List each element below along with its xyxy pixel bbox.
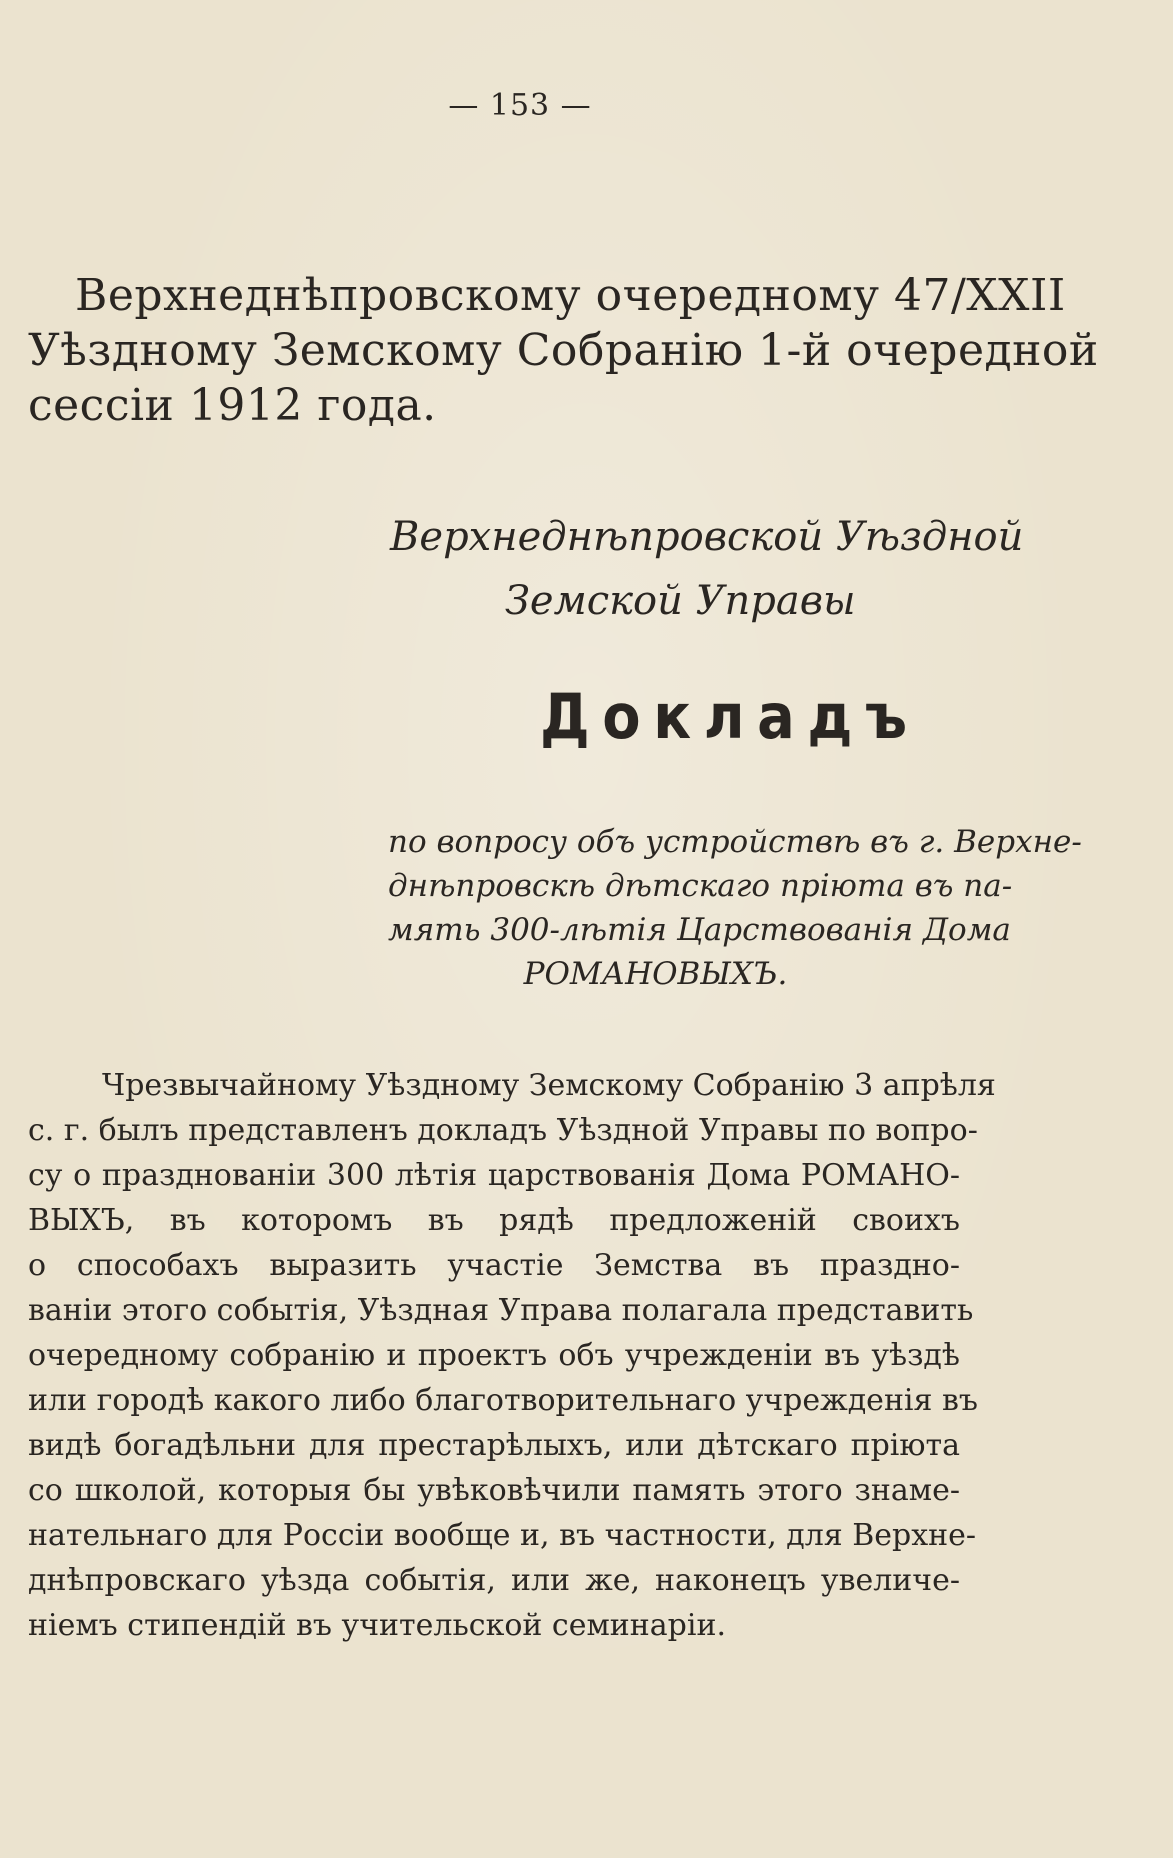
body-line: днѣпровскаго уѣзда событія, или же, наконецъ увеличе- bbox=[28, 1563, 960, 1598]
body-line: видѣ богадѣльни для престарѣлыхъ, или дѣтскаго пріюта bbox=[28, 1428, 960, 1463]
body-line: очередному собранію и проектъ объ учрежденіи въ уѣздѣ bbox=[28, 1338, 960, 1373]
addressee-line: Верхнеднѣпровскому очередному 47/XXII bbox=[75, 270, 1066, 321]
body-paragraph bbox=[28, 1063, 996, 1648]
body-line: со школой, которыя бы увѣковѣчили память этого знаме- bbox=[28, 1473, 960, 1508]
subject-line: РОМАНОВЫХЪ. bbox=[523, 956, 788, 992]
subject-line: мять 300-лѣтія Царствованія Дома bbox=[388, 912, 1011, 948]
report-title: Докладъ bbox=[540, 680, 920, 753]
addressee-heading bbox=[28, 268, 1099, 433]
addressee-line: сессіи 1912 года. bbox=[28, 380, 437, 431]
body-line: ВЫХЪ, въ которомъ въ рядѣ предложеній своихъ bbox=[28, 1203, 960, 1238]
body-line: нательнаго для Россіи вообще и, въ частности, для Верхне- bbox=[28, 1518, 977, 1553]
subject-line: днѣпровскѣ дѣтскаго пріюта въ па- bbox=[388, 868, 1013, 904]
addressee-line: Уѣздному Земскому Собранію 1-й очередной bbox=[28, 325, 1099, 376]
body-line: с. г. былъ представленъ докладъ Уѣздной Управы по вопро- bbox=[28, 1113, 978, 1148]
board-line: Верхнеднѣпровской Уѣздной bbox=[390, 514, 1024, 560]
body-line: ваніи этого событія, Уѣздная Управа полагала представить bbox=[28, 1293, 974, 1328]
board-line: Земской Управы bbox=[505, 578, 856, 624]
page-number: — 153 — bbox=[448, 88, 592, 123]
body-line: о способахъ выразить участіе Земства въ праздно- bbox=[28, 1248, 960, 1283]
body-line: ніемъ стипендій въ учительской семинаріи. bbox=[28, 1608, 727, 1643]
body-line: су о праздновaніи 300 лѣтія царствованія Дома РОМАНО- bbox=[28, 1158, 960, 1193]
report-subject bbox=[388, 820, 1082, 996]
body-line: Чрезвычайному Уѣздному Земскому Собранію 3 апрѣля bbox=[102, 1068, 996, 1103]
body-line: или городѣ какого либо благотворительнаго учрежденія въ bbox=[28, 1383, 978, 1418]
subject-line: по вопросу объ устройствѣ въ г. Верхне- bbox=[388, 824, 1082, 860]
